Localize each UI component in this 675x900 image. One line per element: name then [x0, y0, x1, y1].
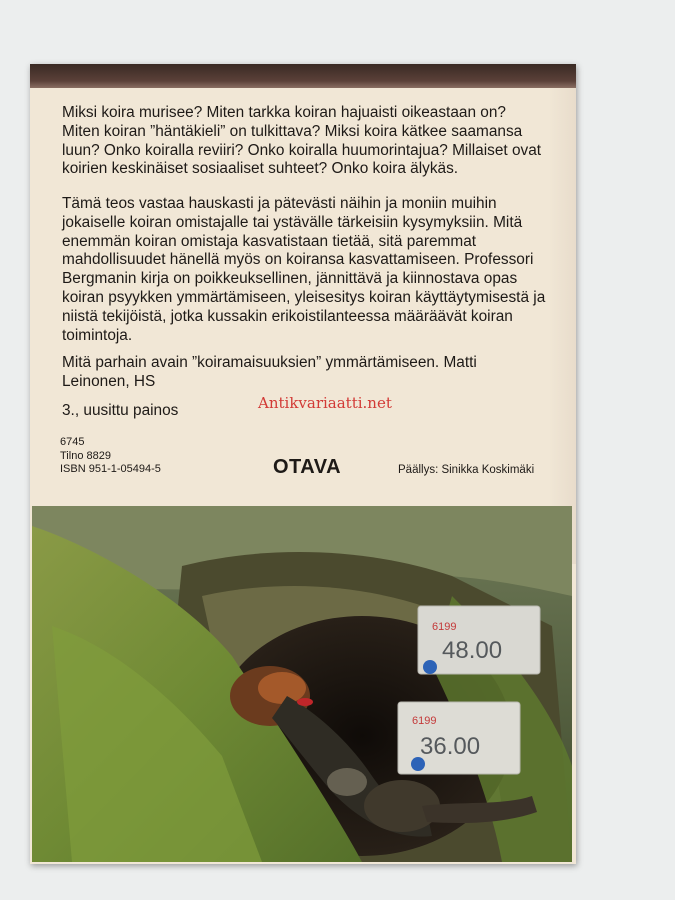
right-edge	[550, 88, 576, 564]
sticker-logo-icon	[423, 660, 437, 674]
tilno-code: Tilno 8829	[60, 449, 111, 462]
blurb-questions: Miksi koira murisee? Miten tarkka koiran hajuaisti oikeastaan on? Miten koiran ”häntäkieli” on tulkittava? Miksi koira kätkee saamansa luun? Onko koiralla reviiri? Onko koiralla huumorintajua? Millaiset ovat koirien keskinäiset sosiaaliset suhteet? Onko koira älykäs.	[62, 104, 542, 178]
sticker-code: 6199	[412, 715, 437, 727]
catalog-codes	[60, 436, 161, 477]
product-code: 6745	[60, 436, 85, 448]
price-sticker	[418, 606, 540, 674]
sticker-code: 6199	[432, 621, 457, 633]
sticker-price: 48.00	[442, 637, 503, 664]
cover-photo	[32, 506, 572, 862]
price-sticker	[398, 702, 520, 774]
dog-in-burrow-photo	[32, 506, 572, 862]
publisher-logo: OTAVA	[273, 456, 342, 478]
blurb-review-quote: Mitä parhain avain ”koiramaisuuksien” ymmärtämiseen. Matti Leinonen, HS	[62, 354, 477, 390]
sticker-price: 36.00	[420, 733, 481, 760]
book-back-cover	[30, 64, 576, 864]
top-binding-band	[30, 64, 576, 88]
cover-credit: Päällys: Sinikka Koskimäki	[398, 464, 535, 476]
watermark: Antikvariaatti.net	[258, 394, 392, 412]
blurb-description: Tämä teos vastaa hauskasti ja pätevästi näihin ja moniin muihin jokaiselle koiran omistajalle tai ystävälle tärkeisiin kysymyksiin. Mitä enemmän koiran omistaja kasvatistaan tietää, sitä paremmat mahdollisuudet hänellä myös on koiransa kasvattamiseen. Professori Bergmanin kirja on poikkeuksellinen, jännittävä ja kiinnostava opas koiran psyykken ymmärtämiseen, yleisesitys koiran käyttäytymisestä ja niistä tekijöistä, jotka kussakin erikoistilanteessa määräävät koiran toimintoja.	[62, 195, 546, 344]
edition-note: 3., uusittu painos	[62, 402, 179, 419]
sticker-logo-icon	[411, 757, 425, 771]
isbn-code: ISBN 951-1-05494-5	[60, 463, 161, 475]
